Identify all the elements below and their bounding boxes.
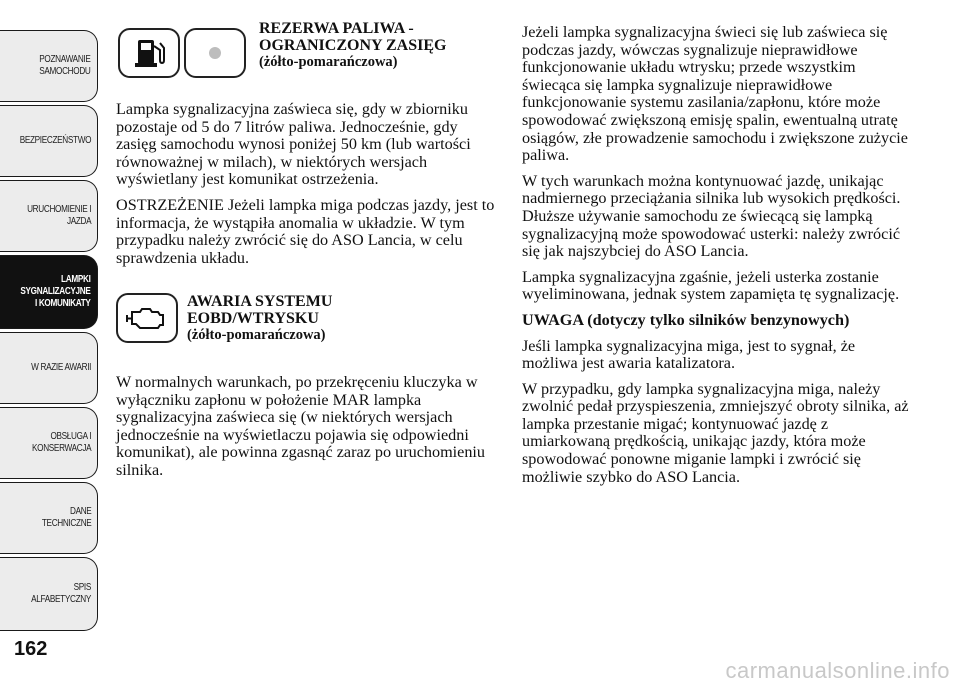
paragraph: Jeśli lampka sygnalizacyjna miga, jest to sygnał, że możliwa jest awaria katalizatora. [522,336,856,373]
uwaga-heading: UWAGA (dotyczy tylko silników benzynowych) [522,310,850,329]
lamp-dot-icon [186,30,244,76]
paragraph: W przypadku, gdy lampka sygnalizacyjna miga, należy zwolnić pedał przyspieszenia, zmniejszyć obroty silnika, aż lampka przestanie migać; kontynuować jazdę z umiarkowaną prędkością, unikając jazdy, która może spowodować ponowne miganie lampki i zwrócić się możliwie szybko do ASO Lancia. [522,379,909,486]
tab-label: OBSŁUGA I KONSERWACJA [31,431,91,454]
tab-obsluga-i-konserwacja[interactable] [0,407,98,479]
tab-label: SPIS ALFABETYCZNY [31,582,91,605]
fuel-reserve-heading [259,21,446,71]
tab-label: W RAZIE AWARII [31,362,91,373]
heading-line: EOBD/WTRYSKU [187,309,319,327]
tab-poznawanie-samochodu[interactable] [0,30,98,102]
left-column-text-2 [116,374,496,488]
range-warning-lamp [184,28,246,78]
heading-color-note: (żółto-pomarańczowa) [187,327,326,343]
watermark: carmanualsonline.info [725,658,950,683]
paragraph: Lampka sygnalizacyjna zgaśnie, jeżeli usterka zostanie wyeliminowana, jednak system zapamięta tę sygnalizację. [522,267,900,304]
engine-icon [118,295,176,341]
chapter-sidebar [0,0,100,686]
paragraph: Jeżeli lampka sygnalizacyjna świeci się lub zaświeca się podczas jazdy, wówczas sygnalizuje nieprawidłowe funkcjonowanie układu wtrysku; przede wszystkim świecąca się lampka sygnalizuje nieprawidłowe funkcjonowanie systemu zasilania/zapłonu, które może spowodować zwiększoną emisję spalin, ewentualną utratę osiągów, złe prowadzenie samochodu i zwiększone zużycie paliwa. [522,23,908,165]
paragraph: W normalnych warunkach, po przekręceniu kluczyka w wyłączniku zapłonu w położenie MAR lampka sygnalizacyjna zaświeca się (w niektórych wersjach jednocześnie na wyświetlaczu pojawia się odpowiedni komunikat), ale powinna zgasnąć zaraz po uruchomieniu silnika. [116,373,486,479]
tab-lampki-sygnalizacyjne[interactable] [0,255,98,329]
paragraph: OSTRZEŻENIE Jeżeli lampka miga podczas jazdy, jest to informacja, że wystąpiła anomalia w układzie. W tym przypadku należy zwrócić się do ASO Lancia, w celu sprawdzenia układu. [116,195,495,267]
fuel-pump-icon [120,30,178,76]
eobd-heading [187,294,332,344]
tab-label: LAMPKI SYGNALIZACYJNE I KOMUNIKATY [20,274,91,309]
paragraph: W tych warunkach można kontynuować jazdę, unikając nadmiernego przeciążania silnika lub wysokich prędkości. Dłuższe używanie samochodu ze świecącą się lampką sygnalizacyjną może spowodować usterki: należy zwrócić się jak najszybciej do ASO Lancia. [522,171,901,261]
tab-label: URUCHOMIENIE I JAZDA [26,204,91,227]
right-column-text [522,24,914,494]
tab-label: DANE TECHNICZNE [41,506,91,529]
tab-label: POZNAWANIE SAMOCHODU [39,54,91,77]
heading-line: OGRANICZONY ZASIĘG [259,36,447,54]
engine-warning-lamp [116,293,178,343]
heading-line: AWARIA SYSTEMU [187,293,333,310]
page-number: 162 [14,638,48,660]
heading-color-note: (żółto-pomarańczowa) [259,54,398,70]
fuel-warning-lamp [118,28,180,78]
tab-uruchomienie-i-jazda[interactable] [0,180,98,252]
tab-w-razie-awarii[interactable] [0,332,98,404]
tab-dane-techniczne[interactable] [0,482,98,554]
left-column-text-1 [116,101,496,275]
tab-bezpieczenstwo[interactable] [0,105,98,177]
tab-label: BEZPIECZEŃSTWO [19,135,91,146]
heading-line: REZERWA PALIWA - [259,20,414,37]
paragraph: Lampka sygnalizacyjna zaświeca się, gdy w zbiorniku pozostaje od 5 do 7 litrów paliwa. Jednocześnie, gdy zasięg samochodu wynosi poniżej 50 km (lub wartości równoważnej w milach), w niektórych wersjach wyświetlany jest komunikat ostrzeżenia. [116,100,471,189]
tab-spis-alfabetyczny[interactable] [0,557,98,631]
